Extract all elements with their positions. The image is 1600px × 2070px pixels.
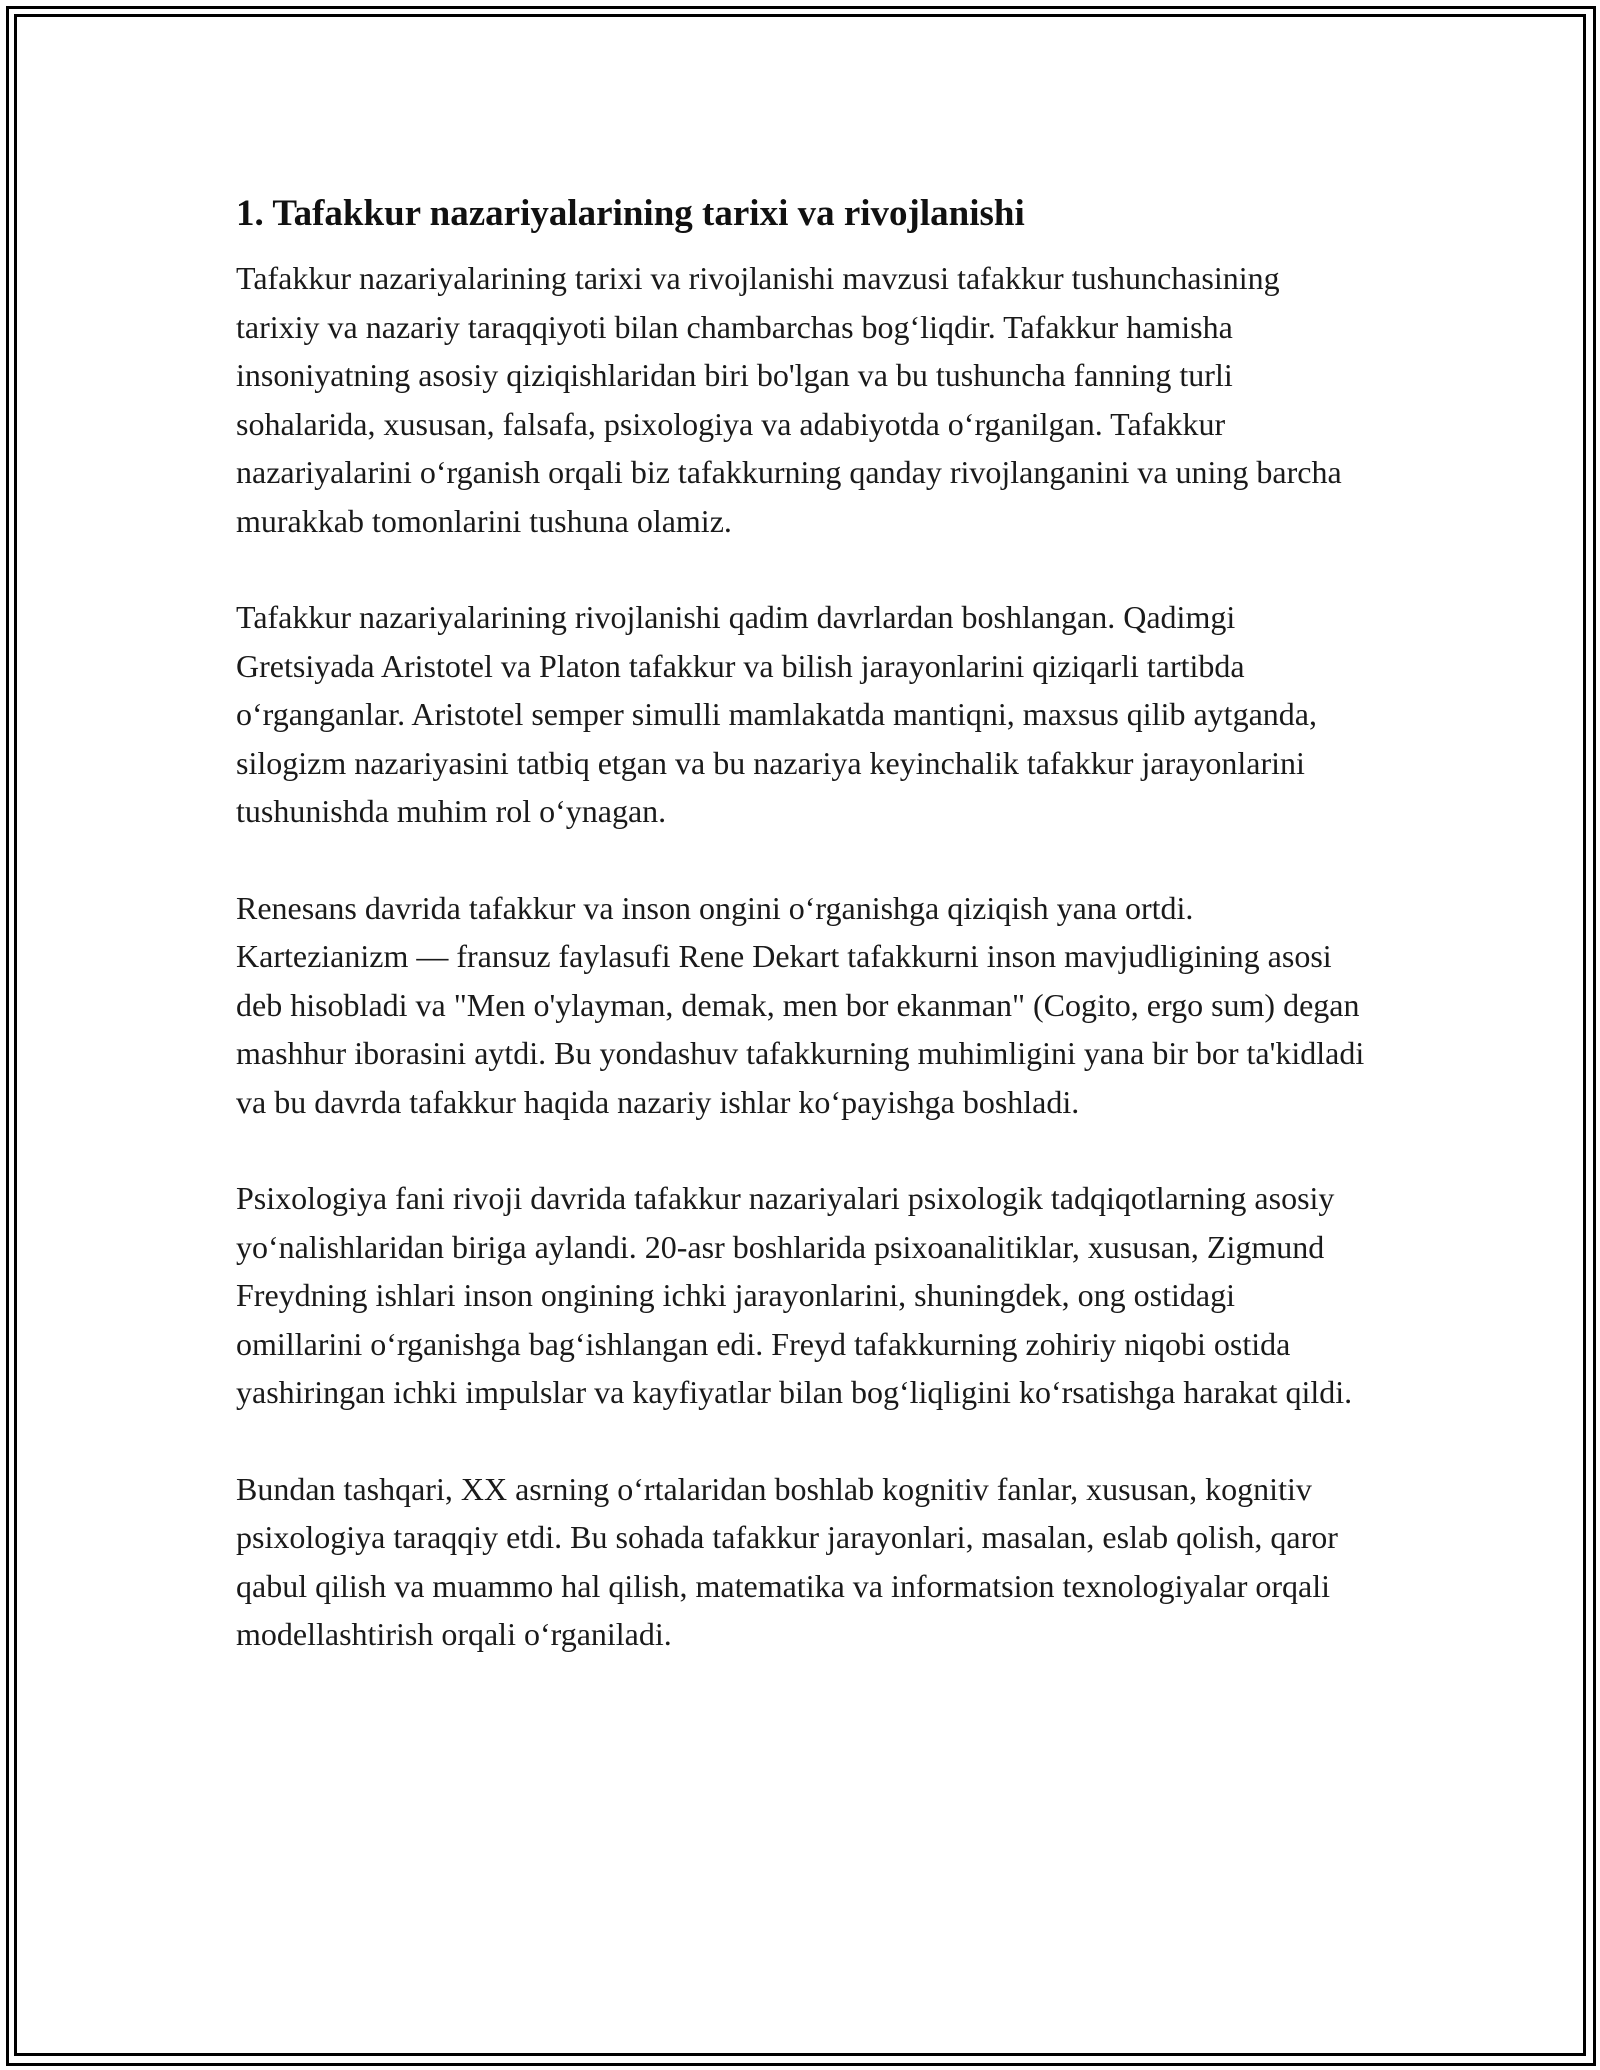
document-body — [236, 186, 1366, 1707]
paragraph-5: Bundan tashqari, XX asrning o‘rtalaridan boshlab kognitiv fanlar, xususan, kognitiv psixologiya taraqqiy etdi. Bu sohada tafakkur jarayonlari, masalan, eslab qolish, qaror qabul qilish va muammo hal qilish, matematika va informatsion texnologiyalar orqali modellashtirish orqali o‘rganiladi. — [236, 1470, 1338, 1652]
paragraph-3: Renesans davrida tafakkur va inson ongini o‘rganishga qiziqish yana ortdi. Kartezianizm — fransuz faylasufi Rene Dekart tafakkurni inson mavjudligining asosi deb hisobladi va "Men o'ylayman, demak, men bor ekanman" (Cogito, ergo sum) degan mashhur iborasini aytdi. Bu yondashuv tafakkurning muhimligini yana bir bor ta'kidladi va bu davrda tafakkur haqida nazariy ishlar ko‘payishga boshladi. — [236, 889, 1365, 1120]
paragraph-1: Tafakkur nazariyalarining tarixi va rivojlanishi mavzusi tafakkur tushunchasining tarixiy va nazariy taraqqiyoti bilan chambarchas bog‘liqdir. Tafakkur hamisha insoniyatning asosiy qiziqishlaridan biri bo'lgan va bu tushuncha fanning turli sohalarida, xususan, falsafa, psixologiya va adabiyotda o‘rganilgan. Tafakkur nazariyalarini o‘rganish orqali biz tafakkurning qanday rivojlanganini va uning barcha murakkab tomonlarini tushuna olamiz. — [236, 260, 1342, 539]
section-heading: 1. Tafakkur nazariyalarining tarixi va rivojlanishi — [236, 193, 1025, 234]
paragraph-4: Psixologiya fani rivoji davrida tafakkur nazariyalari psixologik tadqiqotlarning asosiy yo‘nalishlaridan biriga aylandi. 20-asr boshlarida psixoanalitiklar, xususan, Zigmund Freydning ishlari inson ongining ichki jarayonlarini, shuningdek, ong ostidagi omillarini o‘rganishga bag‘ishlangan edi. Freyd tafakkurning zohiriy niqobi ostida yashiringan ichki impulslar va kayfiyatlar bilan bog‘liqligini ko‘rsatishga harakat qildi. — [236, 1180, 1353, 1410]
paragraph-2: Tafakkur nazariyalarining rivojlanishi qadim davrlardan boshlangan. Qadimgi Gretsiyada Aristotel va Platon tafakkur va bilish jarayonlarini qiziqarli tartibda o‘rganganlar. Aristotel semper simulli mamlakatda mantiqni, maxsus qilib aytganda, silogizm nazariyasini tatbiq etgan va bu nazariya keyinchalik tafakkur jarayonlarini tushunishda muhim rol o‘ynagan. — [236, 599, 1317, 829]
